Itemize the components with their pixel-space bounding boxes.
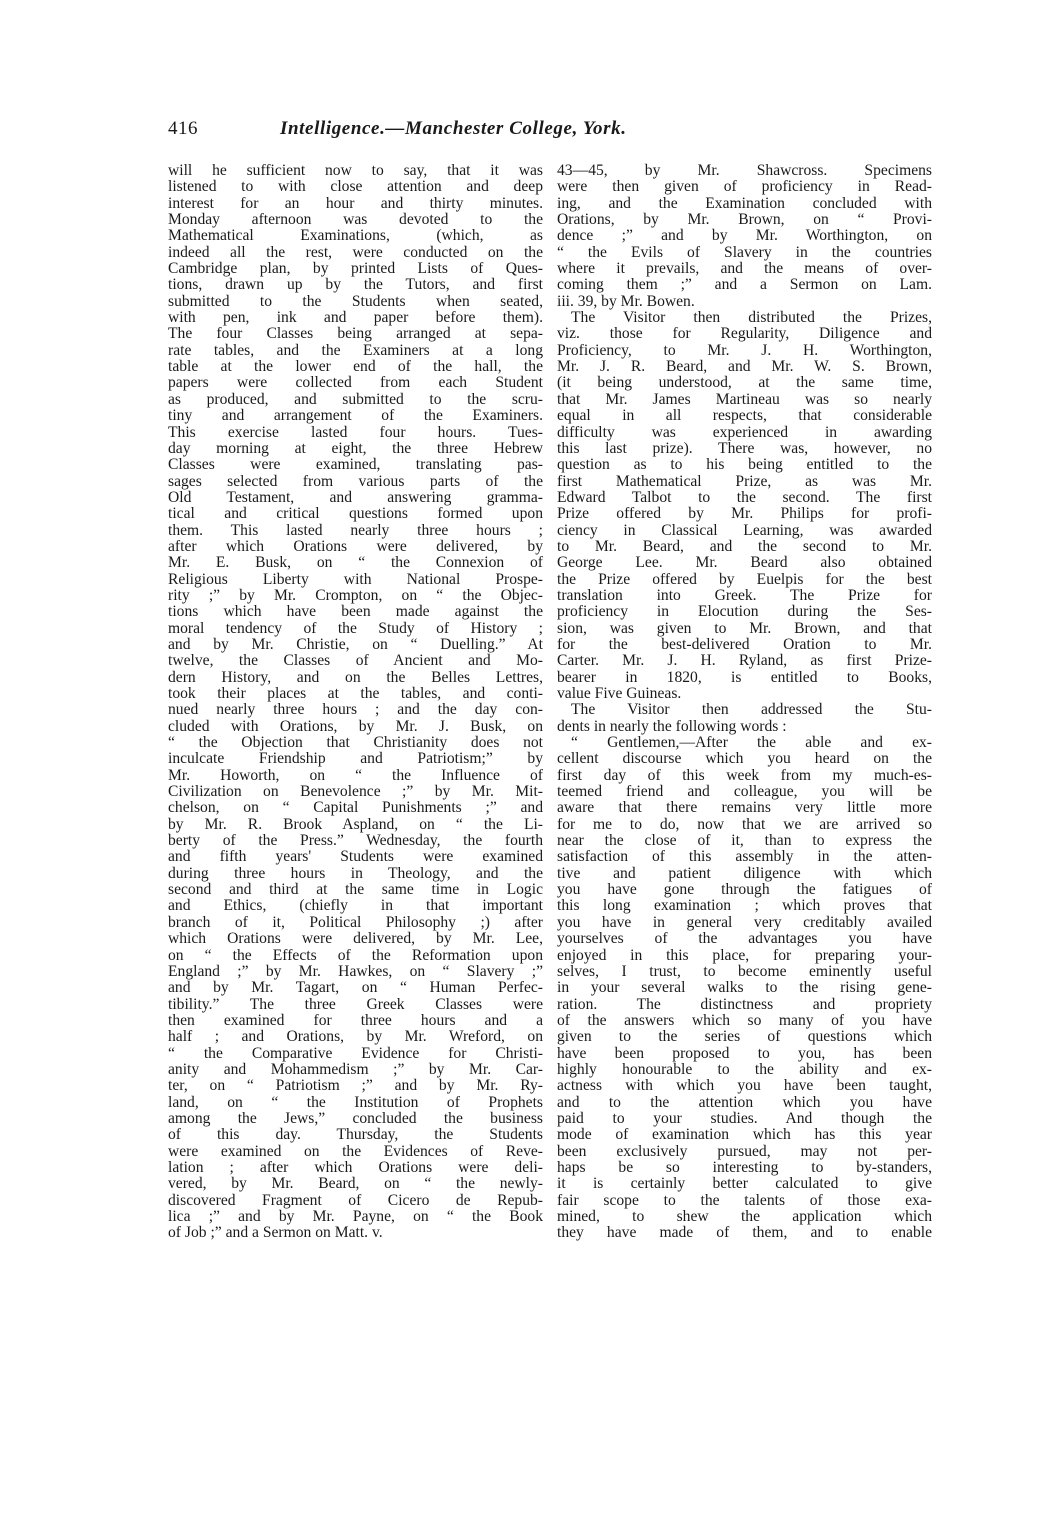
- text-line: ciency in Classical Learning, was awarded: [557, 521, 932, 539]
- text-line: Mathematical Examinations, (which, as: [168, 227, 543, 245]
- text-line: enjoyed in this place, for preparing your-: [557, 946, 932, 964]
- text-line: tions which have been made against the: [168, 603, 543, 621]
- text-line: during three hours in Theology, and the: [168, 864, 543, 882]
- text-line: “ the Comparative Evidence for Christi-: [168, 1044, 543, 1062]
- text-line: Proficiency, to Mr. J. H. Worthington,: [557, 341, 932, 359]
- text-line: and by Mr. Tagart, on “ Human Perfec-: [168, 979, 543, 997]
- text-line: The four Classes being arranged at sepa-: [168, 325, 543, 343]
- text-line: mined, to shew the application which: [557, 1208, 932, 1225]
- text-line: and to the attention which you have: [557, 1093, 932, 1111]
- text-line: of the answers which so many of you have: [557, 1011, 932, 1029]
- text-line: question as to his being entitled to the: [557, 456, 932, 474]
- text-line: and by Mr. Christie, on “ Duelling.” At: [168, 635, 543, 653]
- text-line: been exclusively pursued, may not per-: [557, 1142, 932, 1160]
- text-line: tical and critical questions formed upon: [168, 505, 543, 523]
- text-line: they have made of them, and to enable: [557, 1224, 932, 1242]
- text-line: translation into Greek. The Prize for: [557, 586, 932, 604]
- text-line: half ; and Orations, by Mr. Wreford, on: [168, 1028, 543, 1046]
- text-line: on “ the Effects of the Reformation upon: [168, 946, 543, 964]
- text-line: bearer in 1820, is entitled to Books,: [557, 668, 932, 686]
- text-line: chelson, on “ Capital Punishments ;” and: [168, 799, 543, 817]
- text-line: will he sufficient now to say, that it was: [168, 162, 543, 179]
- text-line: were then given of proficiency in Read-: [557, 178, 932, 196]
- text-line: day morning at eight, the three Hebrew: [168, 439, 543, 457]
- text-line: nued nearly three hours ; and the day con-: [168, 701, 543, 719]
- text-line: rate tables, and the Examiners at a long: [168, 341, 543, 359]
- text-line: dence ;” and by Mr. Worthington, on: [557, 227, 932, 245]
- text-line: Monday afternoon was devoted to the: [168, 211, 543, 229]
- text-line: tive and patient diligence with which: [557, 864, 932, 882]
- text-line: which Orations were delivered, by Mr. Lee,: [168, 930, 543, 948]
- text-line: land, on “ the Institution of Prophets: [168, 1093, 543, 1111]
- text-line: Civilization on Benevolence ;” by Mr. Mit-: [168, 783, 543, 801]
- text-line: George Lee. Mr. Beard also obtained: [557, 554, 932, 572]
- text-line: Mr. J. R. Beard, and Mr. W. S. Brown,: [557, 358, 932, 376]
- text-line: to Mr. Beard, and the second to Mr.: [557, 537, 932, 555]
- text-line: cellent discourse which you heard on the: [557, 750, 932, 768]
- text-line: 43—45, by Mr. Shawcross. Specimens: [557, 162, 932, 179]
- text-line: dents in nearly the following words :: [557, 717, 787, 735]
- text-line: difficulty was experienced in awarding: [557, 423, 932, 441]
- text-line: Mr. Howorth, on “ the Influence of: [168, 766, 543, 784]
- text-line: by Mr. R. Brook Aspland, on “ the Li-: [168, 815, 543, 833]
- text-line: dern History, and on the Belles Lettres,: [168, 668, 543, 686]
- text-line: listened to with close attention and deep: [168, 178, 543, 196]
- text-line: table at the lower end of the hall, the: [168, 358, 543, 376]
- page-header: [168, 118, 948, 148]
- text-line: this last prize). There was, however, no: [557, 439, 932, 457]
- page-number: 416: [168, 118, 198, 139]
- text-line: that Mr. James Martineau was so nearly: [557, 390, 932, 408]
- text-line: it is certainly better calculated to give: [557, 1175, 932, 1193]
- text-line: this long examination ; which proves that: [557, 897, 932, 915]
- text-line: of Job ;” and a Sermon on Matt. v.: [168, 1224, 383, 1242]
- text-line: them. This lasted nearly three hours ;: [168, 521, 543, 539]
- text-line: tibility.” The three Greek Classes were: [168, 995, 543, 1013]
- text-line: Orations, by Mr. Brown, on “ Provi-: [557, 211, 932, 229]
- text-line: moral tendency of the Study of History ;: [168, 619, 543, 637]
- text-line: Cambridge plan, by printed Lists of Ques-: [168, 260, 543, 278]
- text-line: mode of examination which has this year: [557, 1126, 932, 1144]
- text-line: coming them ;” and a Sermon on Lam.: [557, 276, 932, 294]
- text-line: (it being understood, at the same time,: [557, 374, 932, 392]
- text-line: Religious Liberty with National Prospe-: [168, 570, 543, 588]
- text-line: The Visitor then addressed the Stu-: [571, 701, 932, 719]
- text-line: yourselves of the advantages you have: [557, 930, 932, 948]
- text-line: iii. 39, by Mr. Bowen.: [557, 292, 695, 310]
- text-line: ing, and the Examination concluded with: [557, 194, 932, 212]
- text-line: “ the Objection that Christianity does not: [168, 734, 543, 752]
- text-line: berty of the Press.” Wednesday, the fourth: [168, 832, 543, 850]
- text-line: indeed all the rest, were conducted on the: [168, 243, 543, 261]
- text-line: twelve, the Classes of Ancient and Mo-: [168, 652, 543, 670]
- text-line: and fifth years' Students were examined: [168, 848, 543, 866]
- text-line: Carter. Mr. J. H. Ryland, as first Prize-: [557, 652, 932, 670]
- text-line: actness with which you have been taught,: [557, 1077, 932, 1095]
- text-line: viz. those for Regularity, Diligence and: [557, 325, 932, 343]
- text-line: second and third at the same time in Logic: [168, 881, 543, 899]
- text-line: lica ;” and by Mr. Payne, on “ the Book: [168, 1208, 543, 1225]
- text-line: lation ; after which Orations were deli-: [168, 1158, 543, 1176]
- text-line: cluded with Orations, by Mr. J. Busk, on: [168, 717, 543, 735]
- text-line: value Five Guineas.: [557, 685, 682, 702]
- text-line: first day of this week from my much-es-: [557, 766, 932, 784]
- text-line: and Ethics, (chiefly in that important: [168, 897, 543, 915]
- text-line: “ Gentlemen,—After the able and ex-: [571, 734, 932, 752]
- text-line: branch of it, Political Philosophy ;) after: [168, 913, 543, 931]
- text-line: where it prevails, and the means of over-: [557, 260, 932, 278]
- text-line: Mr. E. Busk, on “ the Connexion of: [168, 554, 543, 572]
- text-line: The Visitor then distributed the Prizes,: [571, 309, 932, 327]
- text-line: “ the Evils of Slavery in the countries: [557, 243, 932, 261]
- text-line: selves, I trust, to become eminently useful: [557, 962, 932, 980]
- text-line: for me to do, now that we are arrived so: [557, 815, 932, 833]
- text-line: took their places at the tables, and conti-: [168, 685, 543, 702]
- text-line: in your several walks to the rising gene-: [557, 979, 932, 997]
- text-line: sages selected from various parts of the: [168, 472, 543, 490]
- text-line: you have gone through the fatigues of: [557, 881, 932, 899]
- text-line: you have in general very creditably availed: [557, 913, 932, 931]
- text-line: aware that there remains very little more: [557, 799, 932, 817]
- text-line: Old Testament, and answering gramma-: [168, 488, 543, 506]
- text-line: equal in all respects, that considerable: [557, 407, 932, 425]
- text-line: among the Jews,” concluded the business: [168, 1109, 543, 1127]
- text-line: have been proposed to you, has been: [557, 1044, 932, 1062]
- text-line: Prize offered by Mr. Philips for profi-: [557, 505, 932, 523]
- text-line: of this day. Thursday, the Students: [168, 1126, 543, 1144]
- text-line: fair scope to the talents of those exa-: [557, 1191, 932, 1209]
- text-line: first Mathematical Prize, as was Mr.: [557, 472, 932, 490]
- text-line: anity and Mohammedism ;” by Mr. Car-: [168, 1060, 543, 1078]
- text-line: haps be so interesting to by-standers,: [557, 1158, 932, 1176]
- text-line: ration. The distinctness and propriety: [557, 995, 932, 1013]
- text-line: proficiency in Elocution during the Ses-: [557, 603, 932, 621]
- text-line: after which Orations were delivered, by: [168, 537, 543, 555]
- text-line: near the close of it, than to express the: [557, 832, 932, 850]
- text-line: given to the series of questions which: [557, 1028, 932, 1046]
- text-line: vered, by Mr. Beard, on “ the newly-: [168, 1175, 543, 1193]
- text-line: were examined on the Evidences of Reve-: [168, 1142, 543, 1160]
- text-line: papers were collected from each Student: [168, 374, 543, 392]
- text-line: highly honourable to the ability and ex-: [557, 1060, 932, 1078]
- text-line: as produced, and submitted to the scru-: [168, 390, 543, 408]
- running-title: Intelligence.—Manchester College, York.: [280, 118, 627, 139]
- text-line: sion, was given to Mr. Brown, and that: [557, 619, 932, 637]
- text-line: the Prize offered by Euelpis for the best: [557, 570, 932, 588]
- text-line: then examined for three hours and a: [168, 1011, 543, 1029]
- text-line: satisfaction of this assembly in the atten-: [557, 848, 932, 866]
- text-line: discovered Fragment of Cicero de Repub-: [168, 1191, 543, 1209]
- text-line: interest for an hour and thirty minutes.: [168, 194, 543, 212]
- text-column-right: [557, 163, 932, 1242]
- text-line: inculcate Friendship and Patriotism;” by: [168, 750, 543, 768]
- text-line: paid to your studies. And though the: [557, 1109, 932, 1127]
- text-line: tiny and arrangement of the Examiners.: [168, 407, 543, 425]
- text-line: with pen, ink and paper before them).: [168, 309, 543, 327]
- text-line: Edward Talbot to the second. The first: [557, 488, 932, 506]
- text-column-left: [168, 163, 543, 1242]
- text-line: teemed friend and colleague, you will be: [557, 783, 932, 801]
- text-line: Classes were examined, translating pas-: [168, 456, 543, 474]
- text-line: England ;” by Mr. Hawkes, on “ Slavery ;”: [168, 962, 543, 980]
- text-line: for the best-delivered Oration to Mr.: [557, 635, 932, 653]
- text-line: tions, drawn up by the Tutors, and first: [168, 276, 543, 294]
- text-line: submitted to the Students when seated,: [168, 292, 543, 310]
- text-line: rity ;” by Mr. Crompton, on “ the Objec-: [168, 586, 543, 604]
- text-line: This exercise lasted four hours. Tues-: [168, 423, 543, 441]
- text-line: ter, on “ Patriotism ;” and by Mr. Ry-: [168, 1077, 543, 1095]
